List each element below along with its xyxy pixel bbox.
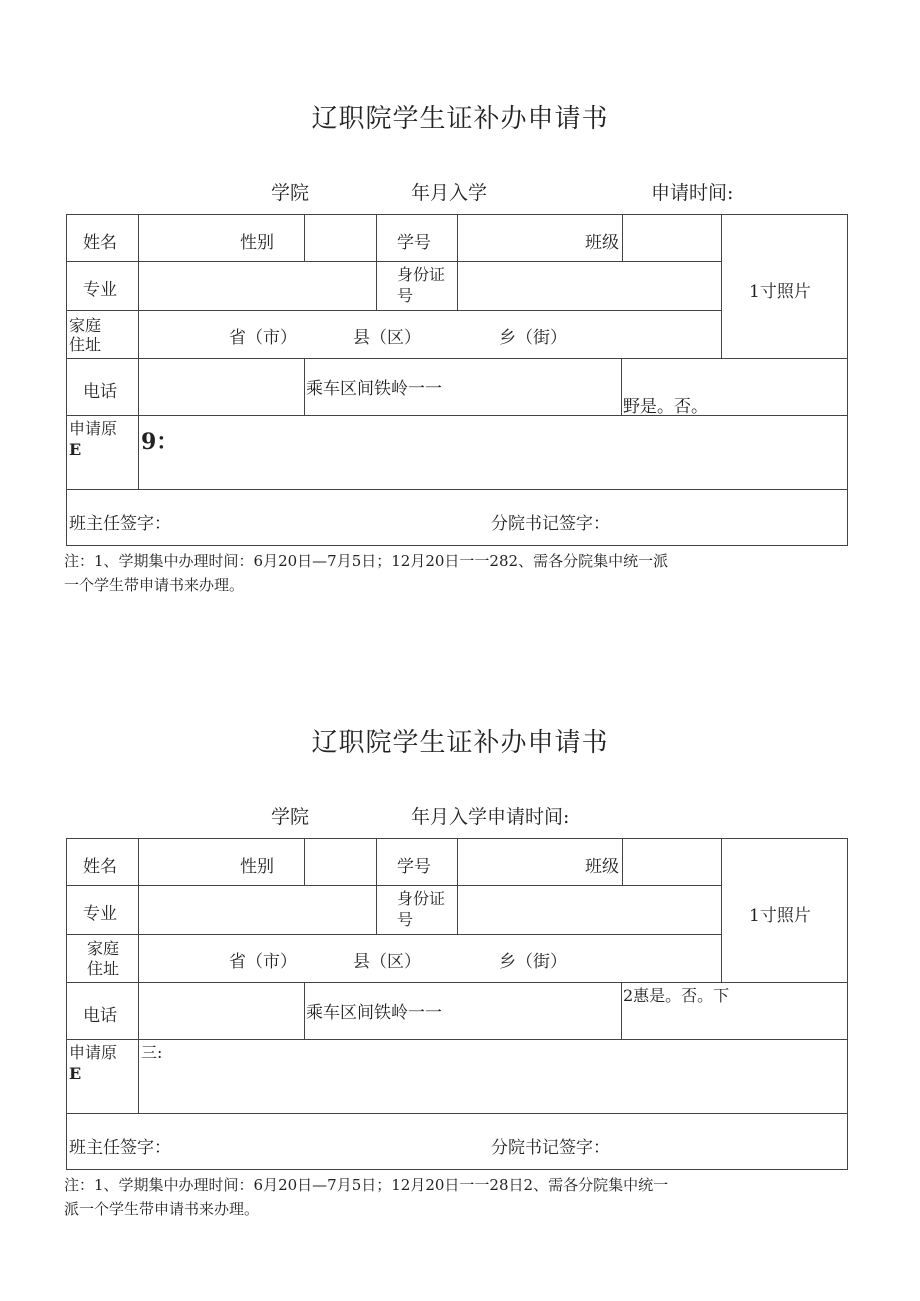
photo-box-label: 1寸照片	[749, 906, 811, 926]
enroll-label: 年月入学	[411, 182, 488, 204]
application-form-2	[0, 624, 920, 1264]
id-card-label-line1: 身份证	[397, 265, 446, 284]
note-line-2: 派一个学生带申请书来办理。	[64, 1200, 260, 1218]
gender-label: 性别	[240, 233, 274, 253]
county-label: 县（区）	[353, 952, 421, 972]
application-form-1	[0, 0, 920, 640]
yes-no-option: 2惠是。否。下	[623, 986, 730, 1005]
home-address-label-line2: 住址	[69, 335, 102, 354]
student-id-label: 学号	[397, 233, 431, 253]
reason-label-line2: E	[69, 440, 82, 459]
home-address-label-line1: 家庭	[87, 939, 120, 958]
train-route-label: 乘车区间铁岭一一	[306, 379, 442, 399]
reason-label-line2: E	[69, 1064, 82, 1083]
form-title: 辽职院学生证补办申请书	[311, 104, 609, 134]
secretary-signature-label: 分院书记签字：	[491, 1138, 610, 1158]
major-label: 专业	[83, 280, 117, 300]
reason-text: 三:	[141, 1043, 163, 1062]
class-label: 班级	[585, 857, 619, 877]
id-card-label-line1: 身份证	[397, 889, 446, 908]
enroll-apply-time-label: 年月入学申请时间:	[411, 806, 570, 828]
name-label: 姓名	[83, 857, 117, 877]
student-id-label: 学号	[397, 857, 431, 877]
note-line-1: 注：1、学期集中办理时间：6月20日—7月5日；12月20日一一282、需各分院集中统一派	[64, 552, 669, 570]
phone-label: 电话	[83, 1006, 117, 1026]
reason-label-line1: 申请原	[69, 419, 118, 438]
secretary-signature-label: 分院书记签字：	[491, 514, 610, 534]
gender-label: 性别	[240, 857, 274, 877]
reason-text: 9：	[141, 429, 179, 455]
class-label: 班级	[585, 233, 619, 253]
note-line-1: 注：1、学期集中办理时间：6月20日—7月5日；12月20日一一28日2、需各分院集中统一	[64, 1176, 669, 1194]
note-line-2: 一个学生带申请书来办理。	[64, 576, 245, 594]
application-table	[66, 838, 848, 1170]
name-label: 姓名	[83, 233, 117, 253]
form-title: 辽职院学生证补办申请书	[311, 728, 609, 758]
college-label: 学院	[271, 806, 310, 828]
photo-box-label: 1寸照片	[749, 282, 811, 302]
reason-label-line1: 申请原	[69, 1043, 118, 1062]
town-label: 乡（街）	[499, 328, 567, 348]
college-label: 学院	[271, 182, 310, 204]
province-label: 省（市）	[229, 952, 297, 972]
town-label: 乡（街）	[499, 952, 567, 972]
major-label: 专业	[83, 904, 117, 924]
teacher-signature-label: 班主任签字：	[69, 514, 171, 534]
home-address-label-line2: 住址	[87, 959, 120, 978]
home-address-label-line1: 家庭	[69, 316, 102, 335]
teacher-signature-label: 班主任签字：	[69, 1138, 171, 1158]
yes-no-option: 野是。否。	[623, 397, 708, 417]
train-route-label: 乘车区间铁岭一一	[306, 1003, 442, 1023]
id-card-label-line2: 号	[397, 286, 414, 305]
id-card-label-line2: 号	[397, 910, 414, 929]
county-label: 县（区）	[353, 328, 421, 348]
application-table	[66, 214, 848, 546]
apply-time-label: 申请时间:	[651, 182, 734, 204]
province-label: 省（市）	[229, 328, 297, 348]
phone-label: 电话	[83, 382, 117, 402]
